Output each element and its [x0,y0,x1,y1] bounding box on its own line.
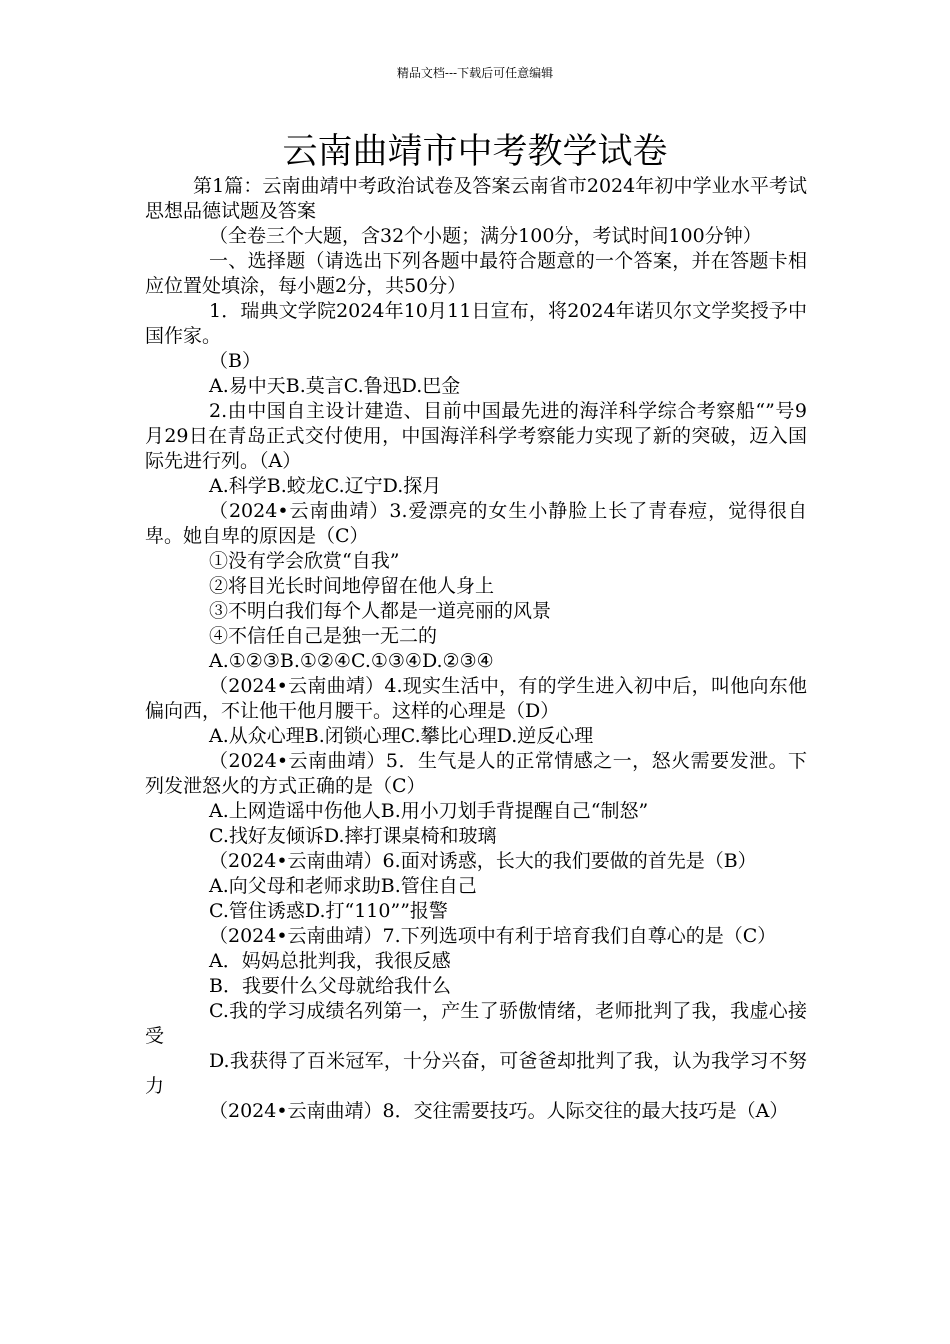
question: （2024•云南曲靖）3.爱漂亮的女生小静脸上长了青春痘，觉得很自卑。她自卑的原因是（C） [145,500,807,547]
paragraph: （全卷三个大题，含32个小题；满分100分，考试时间100分钟） [209,225,762,247]
options: A.从众心理B.闭锁心理C.攀比心理D.逆反心理 [209,725,594,747]
options: A.上网造谣中伤他人B.用小刀划手背提醒自己“制怒” [209,800,649,822]
paragraph: 第1篇：云南曲靖中考政治试卷及答案云南省市2024年初中学业水平考试思想品德试题及答案 [145,175,807,222]
document-title: 云南曲靖市中考教学试卷 [282,132,668,172]
question: （2024•云南曲靖）8．交往需要技巧。人际交往的最大技巧是（A） [209,1100,789,1122]
question: （2024•云南曲靖）5．生气是人的正常情感之一，怒火需要发泄。下列发泄怒火的方式正确的是（C） [145,750,807,797]
option: A．妈妈总批判我，我很反感 [209,950,451,972]
question: （2024•云南曲靖）7.下列选项中有利于培育我们自尊心的是（C） [209,925,777,947]
page-header: 精品文档---下载后可任意编辑 [396,66,554,80]
options: A.①②③B.①②④C.①③④D.②③④ [209,650,494,672]
options: C.找好友倾诉D.摔打课桌椅和玻璃 [209,825,497,847]
question: 2.由中国自主设计建造、目前中国最先进的海洋科学综合考察船“”号9月29日在青岛正式交付使用，中国海洋科学考察能力实现了新的突破，迈入国际先进行列。（A） [145,400,807,472]
statement: ①没有学会欣赏“自我” [209,550,400,572]
answer: （B） [209,350,261,372]
question: （2024•云南曲靖）6.面对诱惑，长大的我们要做的首先是（B） [209,850,757,872]
statement: ④不信任自己是独一无二的 [209,625,438,647]
section-heading: 一、选择题（请选出下列各题中最符合题意的一个答案，并在答题卡相应位置处填涂，每小题2分，共50分） [145,250,807,297]
options: C.管住诱惑D.打“110””报警 [209,900,448,922]
document-body [145,174,807,1124]
options: A.向父母和老师求助B.管住自己 [209,875,477,897]
option: B．我要什么父母就给我什么 [209,975,451,997]
statement: ③不明白我们每个人都是一道亮丽的风景 [209,600,552,622]
question: （2024•云南曲靖）4.现实生活中，有的学生进入初中后，叫他向东他偏向西，不让他干他月腰干。这样的心理是（D） [145,675,807,722]
question: 1．瑞典文学院2024年10月11日宣布，将2024年诺贝尔文学奖授予中国作家。 [145,300,807,347]
statement: ②将目光长时间地停留在他人身上 [209,575,495,597]
option: D.我获得了百米冠军，十分兴奋，可爸爸却批判了我，认为我学习不努力 [145,1050,807,1097]
options: A.易中天B.莫言C.鲁迅D.巴金 [209,375,461,397]
options: A.科学B.蛟龙C.辽宁D.探月 [209,475,442,497]
option: C.我的学习成绩名列第一，产生了骄傲情绪，老师批判了我，我虚心接受 [145,1000,807,1047]
